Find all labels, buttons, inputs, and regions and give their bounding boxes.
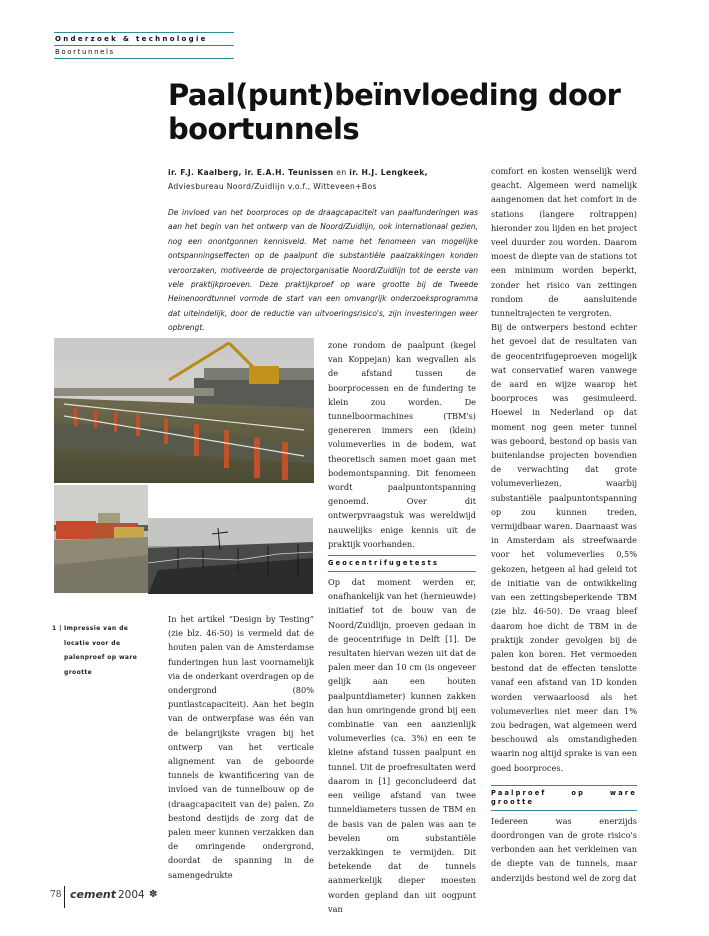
article-title bbox=[168, 78, 648, 146]
header-rule-bottom bbox=[54, 58, 234, 59]
footer-divider bbox=[64, 886, 65, 908]
page-number: 78 bbox=[50, 890, 62, 900]
photo-site-bw bbox=[148, 518, 313, 594]
author-affiliation: Adviesbureau Noord/Zuidlijn v.o.f., Witteveen+Bos bbox=[168, 182, 377, 191]
magazine-name: cement bbox=[70, 888, 116, 901]
figure-caption-text: Impressie van de locatie voor de palenproef op ware grootte bbox=[64, 625, 138, 676]
section-heading-geocentrifuge: Geocentrifugetests bbox=[328, 555, 476, 572]
photo-site-containers bbox=[54, 485, 148, 593]
author-2: ir. E.A.H. Teunissen bbox=[244, 168, 334, 177]
header-rule-middle bbox=[54, 45, 234, 46]
body-paragraph: comfort en kosten wenselijk werd geacht. Algemeen werd namelijk aangenomen dat het comfort in de stations (langere roltrappen) hieronder zou lijden en het project veel duurder zou worden. Daarom moest de diepte van de stations tot een minimum worden beperkt, zonder het risico van zettingen rondom de aansluitende tunneltrajecten te vergroten. bbox=[491, 166, 637, 319]
photo-pile-test-site bbox=[54, 338, 314, 483]
body-paragraph: Op dat moment werden er, onafhankelijk van het (hernieuwde) initiatief tot de bouw van de Noord/Zuidlijn, proeven gedaan in de geocentrifuge in Delft [1]. De resultaten hiervan wezen uit dat de palen meer dan 10 cm (is ongeveer gelijk aan een houten paalpuntdiameter) kunnen zakken dan hun omringende grond bij een combinatie van een aanzienlijk volumeverlies (ca. 3%) en een te kleine afstand tussen paalpunt en tunnel. Uit de proefresultaten werd daarom in [1] geconcludeerd dat een veilige afstand van twee tunneldiameters tussen de TBM en de basis van de palen was aan te bevelen om substantiële verzakkingen te vermijden. Dit betekende dat de tunnels aanmerkelijk dieper moesten worden gepland dan uit oogpunt van bbox=[328, 577, 476, 914]
body-paragraph: Bij de ontwerpers bestond echter het gevoel dat de resultaten van de geocentrifugeproeven mogelijk wat conservatief waren vanwege de aard en wijze waarop het boorproces was gesimuleerd. Hoewel in Nederland op dat moment nog geen meter tunnel was geboord, bestond op basis van buitenlandse projecten bovendien de verwachting dat grote volumeverliezen, waarbij substantiële paalpuntontspanning op zou kunnen treden, vermijdbaar waren. Daarnaast was in Amsterdam als streefwaarde voor het volumeverlies 0,5% gekozen, hetgeen al had geleid tot de initiatie van de ontwikkeling van een zettingsbeperkende TBM (zie blz. 46-50). De vraag bleef daarom hoe dicht de TBM in de praktijk zonder gevolgen bij de palen kon boren. Het vermoeden bestond dat de effecten tenslotte vanaf een afstand van 1D konden worden verwaarloosd als het volumeverlies niet meer dan 1% zou bedragen, wat algemeen werd beschouwd als omstandigheden waarin nog altijd sprake is van een goed boorproces. bbox=[491, 322, 637, 773]
cement-logo-icon: ✽ bbox=[149, 889, 158, 900]
magazine-year: 2004 bbox=[118, 889, 145, 901]
section-subkicker: Boortunnels bbox=[55, 48, 115, 56]
author-line bbox=[168, 166, 478, 194]
header-rule-top bbox=[54, 32, 234, 33]
body-paragraph: In het artikel “Design by Testing” (zie blz. 46-50) is vermeld dat de houten palen van de Amsterdamse funderingen hun last voornamelijk via de onderkant overdragen op de ondergrond (80% puntlastcapaciteit). Aan het begin van de ontwerpfase was één van de belangrijkste vragen bij het ontwerp van het verticale alignement van de geboorde tunnels de kwantificering van de invloed van de tunnelbouw op de (draagcapaciteit van de) palen. Zo bestond destijds de zorg dat de palen meer kunnen verzakken dan de omringende ondergrond, doordat de spanning in de samengedrukte bbox=[168, 614, 314, 880]
author-1: ir. F.J. Kaalberg, bbox=[168, 168, 242, 177]
section-kicker: Onderzoek & technologie bbox=[55, 35, 208, 43]
figure-number: 1 | bbox=[52, 625, 62, 632]
title-line-1: Paal(punt)beïnvloeding door bbox=[168, 78, 621, 112]
author-conjunction: en bbox=[333, 168, 350, 177]
body-column-3 bbox=[491, 164, 637, 885]
title-line-2: boortunnels bbox=[168, 112, 359, 146]
figure-caption bbox=[52, 622, 152, 680]
body-paragraph: Iedereen was enerzijds doordrongen van de grote risico's verbonden aan het verkleinen van de diepte van de tunnels, maar anderzijds bestond wel de zorg dat bbox=[491, 815, 637, 883]
author-3: ir. H.J. Lengkeek, bbox=[349, 168, 428, 177]
body-paragraph: zone rondom de paalpunt (kegel van Koppejan) kan wegvallen als de afstand tussen de boorprocessen en de fundering te klein zou worden. De tunnelboormachines (TBM's) genereren immers een (klein) volumeverlies in de bodem, wat theoretisch samen moet gaan met bodemontspanning. Dit fenomeen wordt paalpuntontspanning genoemd. Over dit ontwerpvraagstuk was wereldwijd nauwelijks enige kennis uit de praktijk voorhanden. bbox=[328, 340, 476, 549]
body-column-2 bbox=[328, 338, 476, 916]
article-intro: De invloed van het boorproces op de draagcapaciteit van paalfunderingen was aan het begin van het ontwerp van de Noord/Zuidlijn, ook internationaal gezien, nog een onontgonnen kennisveld. Met name het fenomeen van mogelijke ontspanningseffecten op de paalpunt die substantiële paalzakkingen konden veroorzaken, motiveerde de projectorganisatie Noord/Zuidlijn tot de eerste van vele praktijkproeven. Deze praktijkproef op ware grootte bij de Tweede Heinenoordtunnel vormde de start van een omvangrijk onderzoeksprogramma dat uiteindelijk, door de reductie van uitvoeringsrisico's, zijn investeringen weer opbrengt. bbox=[168, 208, 478, 333]
body-column-1 bbox=[168, 612, 314, 882]
section-heading-paalproef: Paalproef op ware grootte bbox=[491, 785, 637, 811]
